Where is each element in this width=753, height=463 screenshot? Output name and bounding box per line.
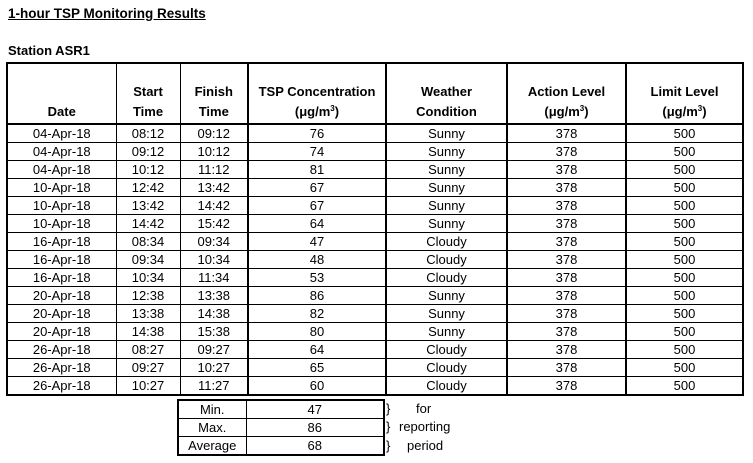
- cell-date: 04-Apr-18: [7, 161, 116, 179]
- cell-weather: Sunny: [386, 323, 507, 341]
- summary-row-max: [178, 419, 384, 437]
- cell-limit-level: 500: [626, 197, 743, 215]
- cell-date: 04-Apr-18: [7, 143, 116, 161]
- cell-limit-level: 500: [626, 305, 743, 323]
- cell-finish-time: 09:34: [180, 233, 248, 251]
- cell-tsp: 60: [248, 377, 386, 396]
- cell-date: 04-Apr-18: [7, 124, 116, 143]
- cell-weather: Sunny: [386, 179, 507, 197]
- cell-tsp: 47: [248, 233, 386, 251]
- cell-action-level: 378: [507, 251, 626, 269]
- table-row: [7, 161, 743, 179]
- cell-date: 16-Apr-18: [7, 233, 116, 251]
- cell-start-time: 09:27: [116, 359, 180, 377]
- cell-start-time: 09:34: [116, 251, 180, 269]
- cell-finish-time: 09:27: [180, 341, 248, 359]
- cell-weather: Cloudy: [386, 377, 507, 396]
- cell-tsp: 53: [248, 269, 386, 287]
- cell-tsp: 64: [248, 215, 386, 233]
- cell-action-level: 378: [507, 143, 626, 161]
- cell-limit-level: 500: [626, 377, 743, 396]
- cell-weather: Sunny: [386, 287, 507, 305]
- table-row: [7, 359, 743, 377]
- header-limit-level: Limit Level $(\mu g/m^3)$: [626, 63, 743, 124]
- cell-finish-time: 10:27: [180, 359, 248, 377]
- cell-tsp: 81: [248, 161, 386, 179]
- cell-start-time: 09:12: [116, 143, 180, 161]
- cell-date: 20-Apr-18: [7, 323, 116, 341]
- table-row: [7, 341, 743, 359]
- cell-tsp: 86: [248, 287, 386, 305]
- cell-weather: Sunny: [386, 197, 507, 215]
- cell-date: 20-Apr-18: [7, 287, 116, 305]
- header-start-time: Start Time: [116, 63, 180, 124]
- cell-date: 20-Apr-18: [7, 305, 116, 323]
- cell-finish-time: 11:34: [180, 269, 248, 287]
- table-row: [7, 179, 743, 197]
- cell-finish-time: 13:42: [180, 179, 248, 197]
- table-row: [7, 197, 743, 215]
- cell-action-level: 378: [507, 323, 626, 341]
- cell-weather: Cloudy: [386, 341, 507, 359]
- cell-tsp: 64: [248, 341, 386, 359]
- cell-start-time: 14:42: [116, 215, 180, 233]
- cell-finish-time: 09:12: [180, 124, 248, 143]
- summary-label: Max.: [178, 419, 246, 437]
- cell-action-level: 378: [507, 341, 626, 359]
- cell-limit-level: 500: [626, 215, 743, 233]
- cell-limit-level: 500: [626, 359, 743, 377]
- cell-action-level: 378: [507, 377, 626, 396]
- header-tsp-concentration: TSP Concentration $(\mu g/m^3)$: [248, 63, 386, 124]
- cell-date: 26-Apr-18: [7, 359, 116, 377]
- cell-date: 16-Apr-18: [7, 251, 116, 269]
- cell-start-time: 12:38: [116, 287, 180, 305]
- cell-finish-time: 11:12: [180, 161, 248, 179]
- cell-finish-time: 15:38: [180, 323, 248, 341]
- cell-start-time: 14:38: [116, 323, 180, 341]
- cell-weather: Cloudy: [386, 233, 507, 251]
- cell-start-time: 08:12: [116, 124, 180, 143]
- cell-date: 10-Apr-18: [7, 197, 116, 215]
- cell-limit-level: 500: [626, 161, 743, 179]
- summary-label: Min.: [178, 400, 246, 419]
- cell-tsp: 65: [248, 359, 386, 377]
- cell-limit-level: 500: [626, 179, 743, 197]
- summary-value: 86: [246, 419, 384, 437]
- cell-tsp: 67: [248, 179, 386, 197]
- cell-tsp: 67: [248, 197, 386, 215]
- cell-finish-time: 14:38: [180, 305, 248, 323]
- cell-date: 10-Apr-18: [7, 215, 116, 233]
- summary-row-average: [178, 437, 384, 456]
- cell-tsp: 80: [248, 323, 386, 341]
- cell-limit-level: 500: [626, 251, 743, 269]
- cell-finish-time: 15:42: [180, 215, 248, 233]
- cell-tsp: 48: [248, 251, 386, 269]
- cell-limit-level: 500: [626, 143, 743, 161]
- cell-weather: Cloudy: [386, 269, 507, 287]
- cell-action-level: 378: [507, 197, 626, 215]
- cell-limit-level: 500: [626, 287, 743, 305]
- cell-finish-time: 11:27: [180, 377, 248, 396]
- header-row: [7, 63, 743, 124]
- cell-finish-time: 10:34: [180, 251, 248, 269]
- table-row: [7, 124, 743, 143]
- cell-tsp: 76: [248, 124, 386, 143]
- cell-action-level: 378: [507, 233, 626, 251]
- summary-note-for: } for: [386, 401, 432, 416]
- cell-weather: Cloudy: [386, 251, 507, 269]
- cell-date: 26-Apr-18: [7, 377, 116, 396]
- cell-weather: Sunny: [386, 161, 507, 179]
- table-row: [7, 287, 743, 305]
- cell-weather: Cloudy: [386, 359, 507, 377]
- table-row: [7, 143, 743, 161]
- header-finish-time: Finish Time: [180, 63, 248, 124]
- cell-action-level: 378: [507, 124, 626, 143]
- table-row: [7, 215, 743, 233]
- cell-start-time: 08:27: [116, 341, 180, 359]
- cell-action-level: 378: [507, 359, 626, 377]
- cell-start-time: 12:42: [116, 179, 180, 197]
- cell-weather: Sunny: [386, 305, 507, 323]
- table-row: [7, 269, 743, 287]
- cell-finish-time: 10:12: [180, 143, 248, 161]
- cell-action-level: 378: [507, 287, 626, 305]
- cell-start-time: 13:38: [116, 305, 180, 323]
- summary-row-min: [178, 400, 384, 419]
- cell-finish-time: 14:42: [180, 197, 248, 215]
- cell-weather: Sunny: [386, 215, 507, 233]
- summary-value: 47: [246, 400, 384, 419]
- header-action-level: Action Level $(\mu g/m^3)$: [507, 63, 626, 124]
- cell-tsp: 82: [248, 305, 386, 323]
- cell-action-level: 378: [507, 161, 626, 179]
- table-row: [7, 305, 743, 323]
- cell-limit-level: 500: [626, 323, 743, 341]
- table-row: [7, 377, 743, 396]
- cell-action-level: 378: [507, 179, 626, 197]
- summary-label: Average: [178, 437, 246, 456]
- summary-note-reporting: } reporting: [386, 419, 451, 434]
- cell-limit-level: 500: [626, 341, 743, 359]
- cell-limit-level: 500: [626, 233, 743, 251]
- cell-start-time: 10:27: [116, 377, 180, 396]
- cell-start-time: 10:34: [116, 269, 180, 287]
- table-row: [7, 251, 743, 269]
- cell-date: 26-Apr-18: [7, 341, 116, 359]
- table-row: [7, 233, 743, 251]
- header-date: Date: [7, 63, 116, 124]
- cell-action-level: 378: [507, 215, 626, 233]
- cell-action-level: 378: [507, 269, 626, 287]
- summary-table: [177, 399, 385, 456]
- cell-weather: Sunny: [386, 124, 507, 143]
- cell-tsp: 74: [248, 143, 386, 161]
- cell-date: 16-Apr-18: [7, 269, 116, 287]
- header-weather-condition: Weather Condition: [386, 63, 507, 124]
- summary-value: 68: [246, 437, 384, 456]
- cell-limit-level: 500: [626, 124, 743, 143]
- summary-note-period: } period: [386, 438, 444, 453]
- cell-action-level: 378: [507, 305, 626, 323]
- cell-start-time: 08:34: [116, 233, 180, 251]
- table-row: [7, 323, 743, 341]
- page-title: 1-hour TSP Monitoring Results: [8, 6, 206, 21]
- results-table: [6, 62, 744, 396]
- cell-weather: Sunny: [386, 143, 507, 161]
- station-label: Station ASR1: [8, 43, 90, 58]
- cell-start-time: 10:12: [116, 161, 180, 179]
- cell-limit-level: 500: [626, 269, 743, 287]
- cell-finish-time: 13:38: [180, 287, 248, 305]
- cell-date: 10-Apr-18: [7, 179, 116, 197]
- cell-start-time: 13:42: [116, 197, 180, 215]
